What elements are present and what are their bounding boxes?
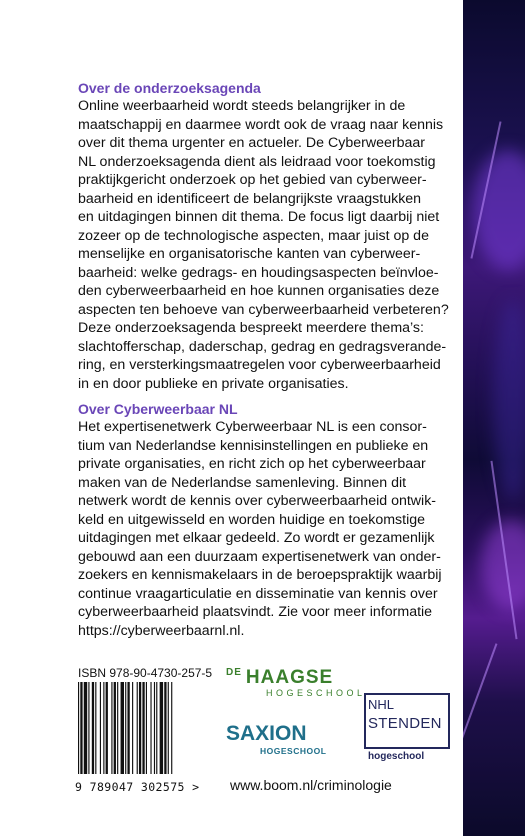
body-line: menselijke en organisatorische kanten van cyberweer-	[78, 246, 421, 262]
nhl-stenden-logo: NHL STENDEN hogeschool	[364, 693, 454, 765]
body-line: aspecten ten behoeve van cyberweerbaarheid verbeteren?	[78, 301, 449, 318]
body-line: https://cyberweerbaarnl.nl.	[78, 622, 245, 639]
body-line: cyberweerbaarheid plaatsvindt. Zie voor meer informatie	[78, 604, 433, 620]
body-line: gebouwd aan een duurzaam expertisenetwerk van onder-	[78, 548, 441, 565]
barcode	[78, 682, 214, 774]
section-title-cyberweerbaar: Over Cyberweerbaar NL	[78, 401, 238, 417]
body-line: zozeer op de technologische aspecten, maar juist op de	[78, 227, 429, 244]
de-haagse-hogeschool-logo: $^{DE}$ HAAGSE HOGESCHOOL	[226, 667, 366, 698]
body-line: ring, en versterkingsmaatregelen voor cyberweerbaarheid	[78, 357, 441, 373]
barcode-digits: 9 789047 302575 >	[75, 780, 200, 794]
body-line: netwerk wordt de kennis over cyberweerbaarheid ontwik-	[78, 493, 437, 509]
publisher-url: www.boom.nl/criminologie	[230, 777, 392, 793]
body-line: praktijkgericht onderzoek op het gebied van cyberweer-	[78, 172, 427, 188]
body-line: baarheid: welke gedrags- en houdingsaspecten beïnvloe-	[78, 264, 439, 281]
body-line: Het expertisenetwerk Cyberweerbaar NL is een consor-	[78, 419, 427, 435]
decorative-side-stripe	[463, 0, 525, 836]
section-title-onderzoeksagenda: Over de onderzoeksagenda	[78, 80, 261, 96]
body-line: baarheid en identificeert de belangrijkste vraagstukken	[78, 190, 422, 207]
body-line: Deze onderzoeksagenda bespreekt meerdere thema’s:	[78, 320, 424, 336]
body-line: NL onderzoeksagenda dient als leidraad voor toekomstig	[78, 153, 436, 170]
section-body-onderzoeksagenda	[78, 97, 463, 393]
section-body-cyberweerbaar	[78, 418, 463, 640]
body-line: den cyberweerbaarheid en hoe kunnen organisaties deze	[78, 283, 440, 299]
body-line: maken van de Nederlandse samenleving. Binnen dit	[78, 474, 407, 491]
body-line: in en door publieke en private organisaties.	[78, 375, 349, 392]
body-line: slachtofferschap, daderschap, gedrag en gedragsverande-	[78, 338, 447, 355]
body-line: maatschappij en daarmee wordt ook de vraag naar kennis	[78, 116, 444, 133]
body-line: private organisaties, en richt zich op het cyberweerbaar	[78, 456, 426, 472]
body-line: zoekers en kennismakelaars in de beroepspraktijk waarbij	[78, 567, 442, 583]
saxion-hogeschool-logo: SAXION HOGESCHOOL	[226, 722, 327, 756]
body-line: tium van Nederlandse kennisinstellingen en publieke en	[78, 437, 429, 454]
body-line: Online weerbaarheid wordt steeds belangrijker in de	[78, 98, 406, 114]
body-line: continue vraagarticulatie en disseminatie van kennis over	[78, 585, 438, 602]
body-line: uitdagingen met elkaar gedeeld. Zo wordt er gezamenlijk	[78, 530, 435, 546]
body-line: keld en uitgewisseld en worden huidige en toekomstige	[78, 511, 426, 528]
body-line: over dit thema urgenter en actueler. De Cyberweerbaar	[78, 135, 425, 151]
isbn-number: ISBN 978-90-4730-257-5	[78, 666, 213, 680]
body-line: en uitdagingen binnen dit thema. De focus ligt daarbij niet	[78, 209, 440, 225]
